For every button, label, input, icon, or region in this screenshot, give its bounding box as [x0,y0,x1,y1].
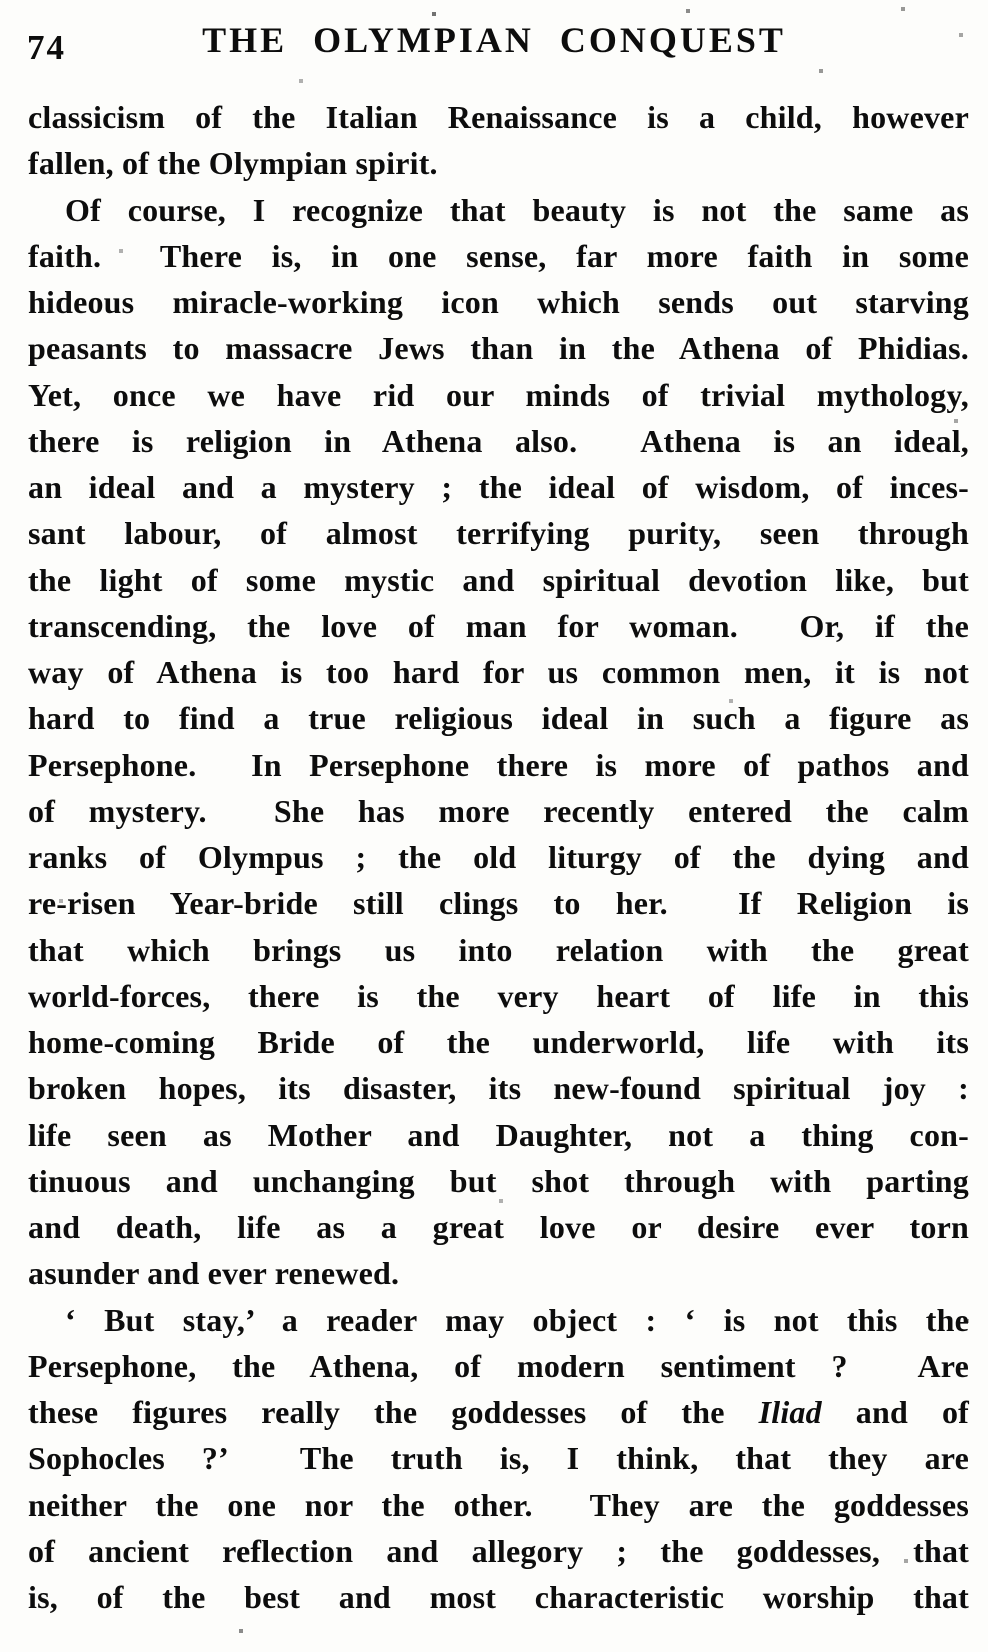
text-line: and death, life as a great love or desire ever torn [28,1209,969,1245]
text-line-with-italic [28,1389,969,1435]
text-line: the light of some mystic and spiritual devotion like, but [28,561,969,598]
text-line: Persephone. In Persephone there is more of pathos and [28,746,969,783]
text-line: Persephone, the Athena, of modern sentiment ? Are [28,1347,969,1384]
text-line: home-coming Bride of the underworld, life with its [28,1024,969,1060]
page-number: 74 [27,28,66,67]
page-body [28,94,969,1620]
text-line: an ideal and a mystery ; the ideal of wisdom, of inces- [28,469,969,505]
text-line: Of course, I recognize that beauty is not the same as [65,191,969,228]
text-line: Yet, once we have rid our minds of trivial mythology, [28,376,969,413]
text-line: faith. There is, in one sense, far more faith in some [28,237,969,274]
text-line: tinuous and unchanging but shot through with parting [28,1162,969,1199]
text-line: ‘ But stay,’ a reader may object : ‘ is not this the [65,1301,969,1338]
text-line: peasants to massacre Jews than in the Athena of Phidias. [28,330,969,367]
text-line: neither the one nor the other. They are the goddesses [28,1486,969,1523]
text-line: sant labour, of almost terrifying purity, seen through [28,515,969,552]
text-line: world-forces, there is the very heart of life in this [28,977,969,1014]
scan-noise-artifacts [0,0,2,2]
book-title-iliad: Iliad [758,1394,822,1430]
text-line: of mystery. She has more recently entered the calm [28,792,969,829]
paragraph-3 [28,1297,969,1621]
text-line: Sophocles ?’ The truth is, I think, that they are [28,1440,969,1477]
text-line: transcending, the love of man for woman. Or, if the [28,607,969,644]
text-line: there is religion in Athena also. Athena is an ideal, [28,422,969,459]
paragraph-1 [28,94,969,187]
text-line: life seen as Mother and Daughter, not a thing con- [28,1116,969,1153]
text-line: hard to find a true religious ideal in such a figure as [28,700,969,737]
text-line: classicism of the Italian Renaissance is a child, however [28,99,969,135]
text-line: way of Athena is too hard for us common men, it is not [28,654,969,690]
text-line: hideous miracle-working icon which sends out starving [28,284,969,320]
text-segment: and of [821,1394,969,1430]
text-line: is, of the best and most characteristic worship that [28,1579,969,1615]
text-line: ranks of Olympus ; the old liturgy of the dying and [28,839,969,875]
text-segment: these figures really the goddesses of the [28,1394,759,1430]
paragraph-2 [28,187,969,1297]
text-line: fallen, of the Olympian spirit. [28,145,438,182]
text-line: that which brings us into relation with the great [28,931,969,968]
text-line: broken hopes, its disaster, its new-found spiritual joy : [28,1070,969,1107]
text-line: asunder and ever renewed. [28,1255,400,1292]
running-title: THE OLYMPIAN CONQUEST [202,20,786,60]
text-line: of ancient reflection and allegory ; the goddesses, that [28,1532,969,1569]
text-line: re-risen Year-bride still clings to her. If Religion is [28,885,969,922]
